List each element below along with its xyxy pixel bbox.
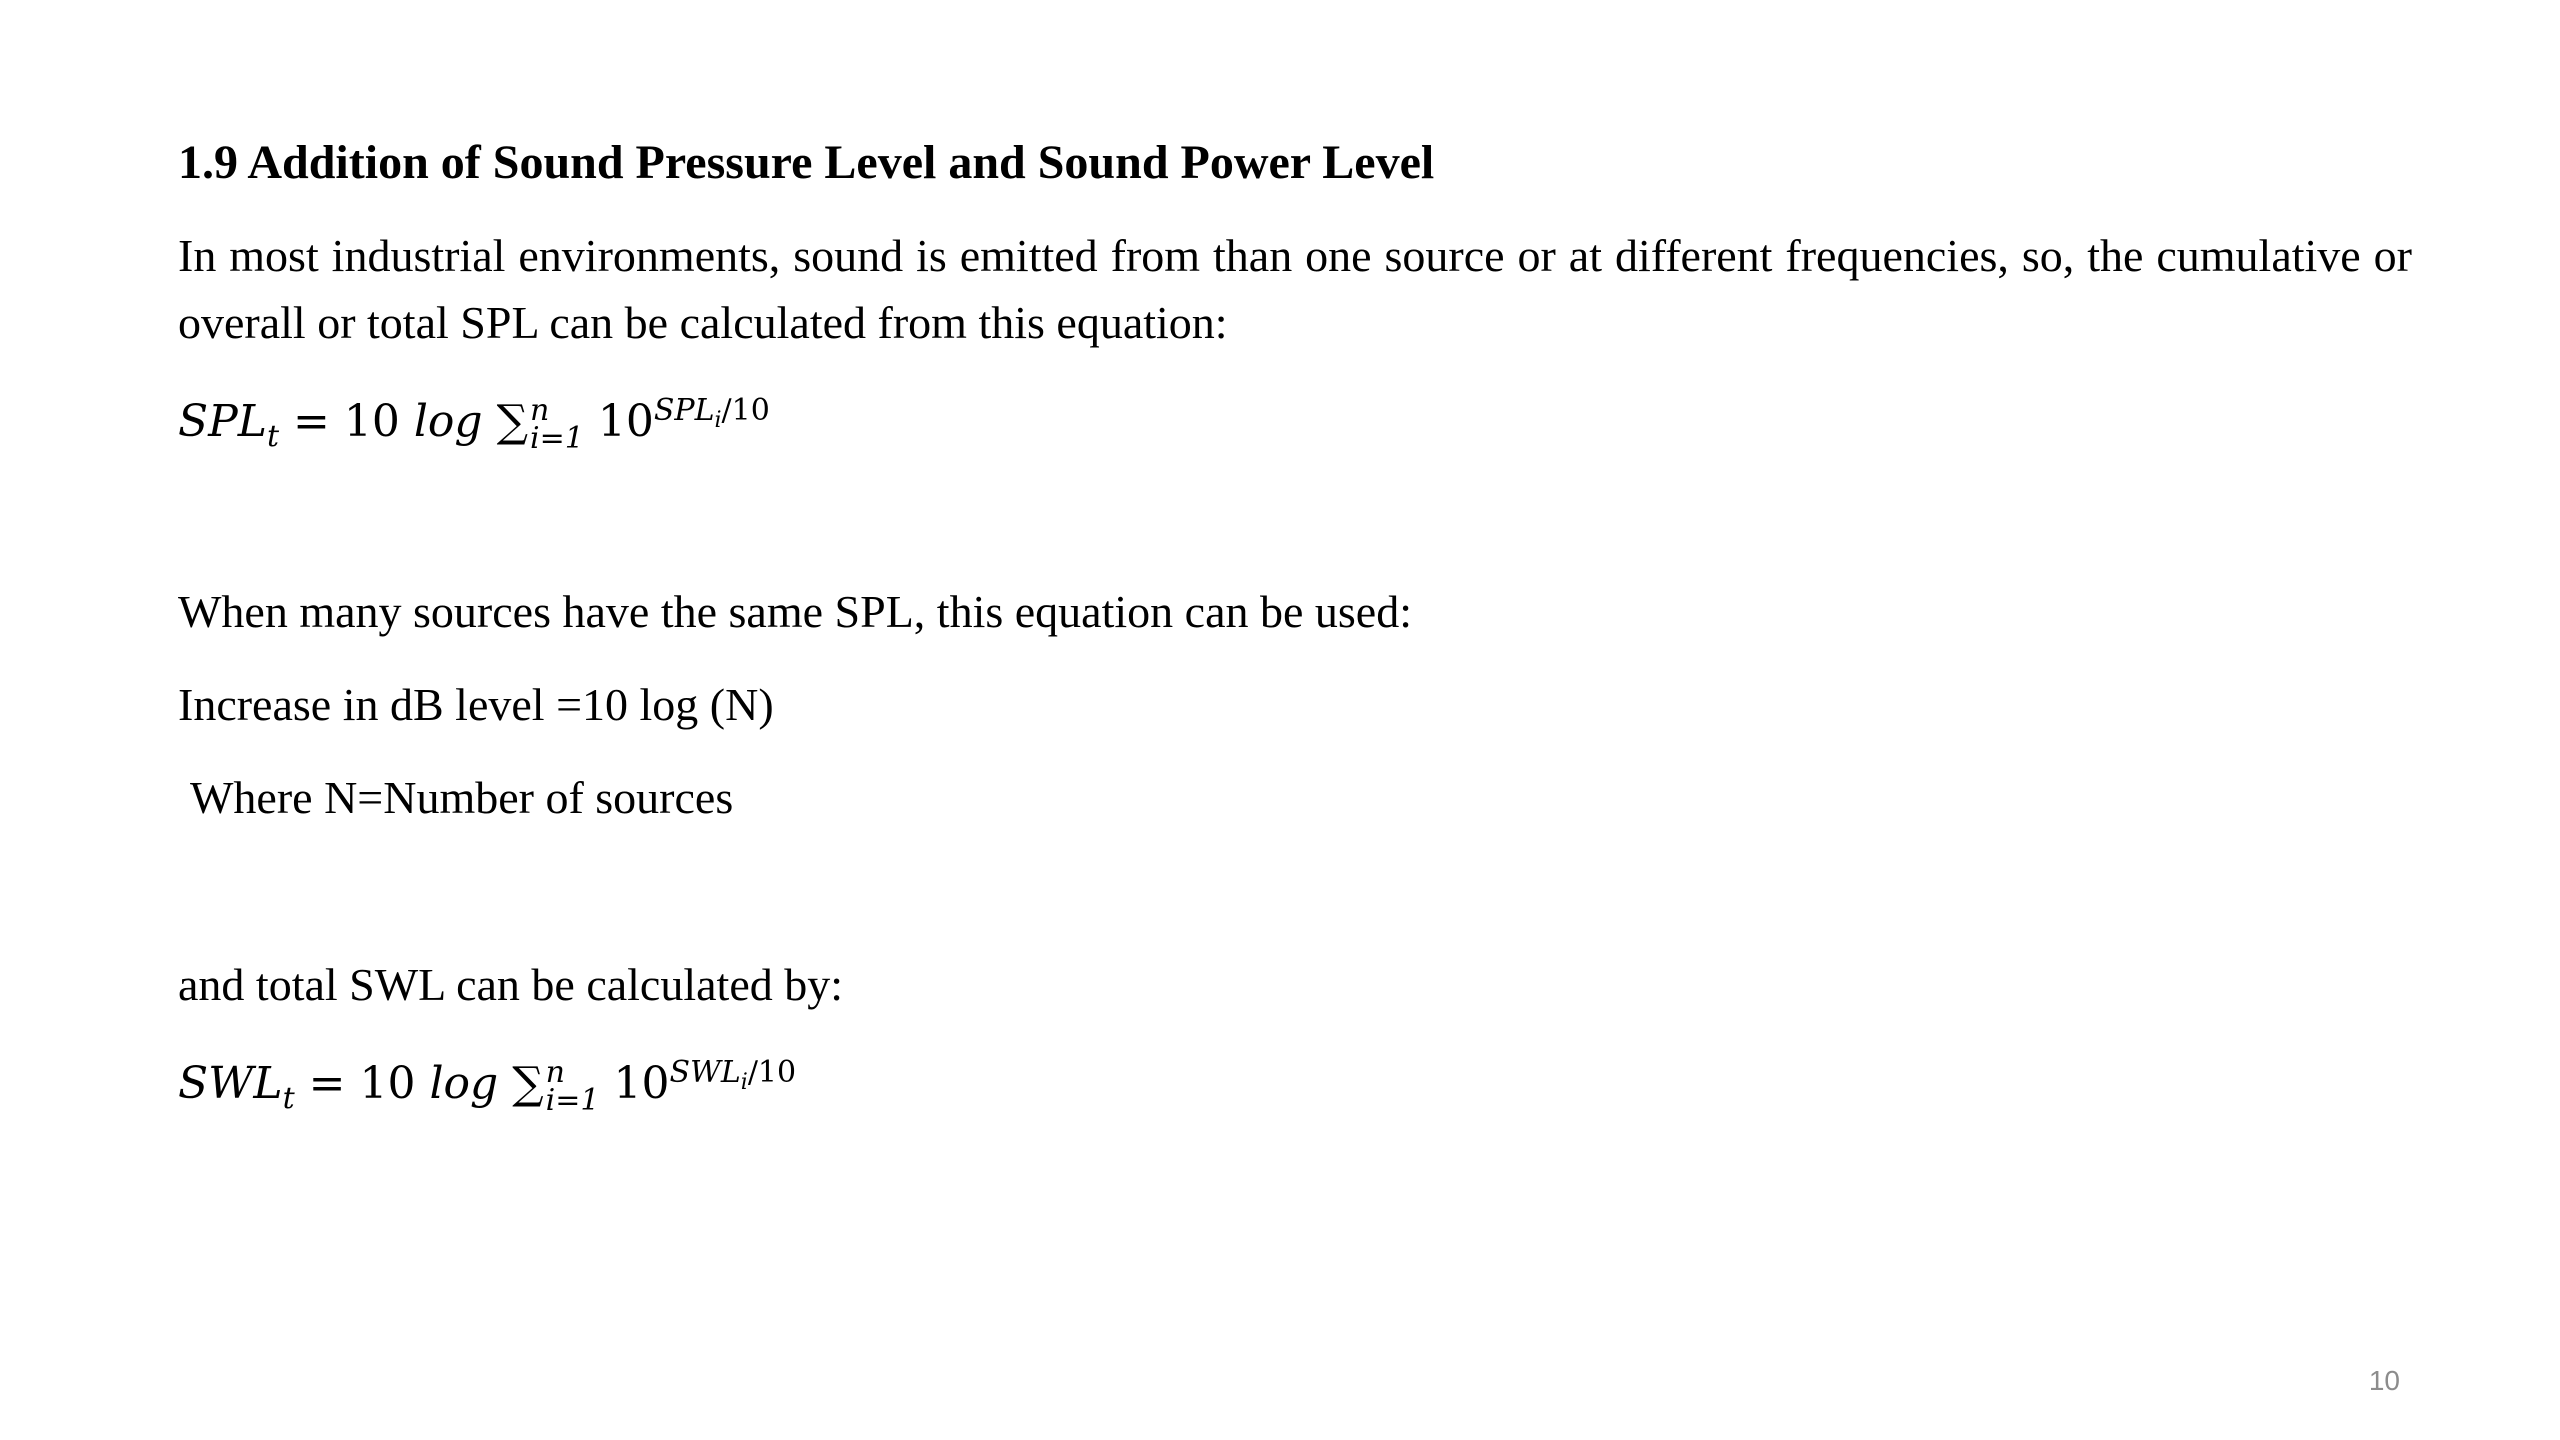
- swl-exp-var: SWL: [669, 1055, 741, 1091]
- swl-base: 10: [599, 1058, 670, 1109]
- swl-sum-upper: n: [545, 1054, 565, 1090]
- same-spl-paragraph: When many sources have the same SPL, this equation can be used:: [178, 586, 1413, 637]
- spl-base: 10: [583, 396, 654, 447]
- spl-equals: = 10: [279, 396, 414, 447]
- spl-sum-lower: i=1: [530, 420, 584, 456]
- spl-log: log: [413, 396, 483, 447]
- swl-exponent: [669, 1055, 797, 1096]
- spl-exp-subscript: i: [714, 408, 722, 434]
- swl-exp-subscript: i: [740, 1070, 748, 1096]
- spl-lhs: SPL: [178, 396, 267, 447]
- swl-total-equation: [178, 1054, 2412, 1118]
- swl-sum-lower: i=1: [545, 1082, 600, 1118]
- spl-sum-upper: n: [530, 392, 550, 428]
- swl-lhs: SWL: [178, 1058, 283, 1109]
- swl-sigma: ∑: [512, 1058, 544, 1109]
- spl-lhs-subscript: t: [266, 418, 280, 454]
- swl-log: log: [429, 1058, 499, 1109]
- swl-lhs-subscript: t: [282, 1080, 295, 1116]
- spl-exp-tail: /10: [721, 393, 770, 429]
- intro-paragraph: In most industrial environments, sound is emitted from than one source or at different frequencies, so, the cumulative or overall or total SPL can be calculated from this equation:: [178, 230, 2412, 348]
- spl-total-equation: [178, 392, 2412, 456]
- section-heading: 1.9 Addition of Sound Pressure Level and Sound Power Level: [178, 136, 1435, 189]
- swl-sum-limits: [545, 1054, 600, 1118]
- total-swl-paragraph: and total SWL can be calculated by:: [178, 959, 844, 1010]
- spl-exp-var: SPL: [653, 393, 715, 429]
- where-definition: Where N=Number of sources: [190, 772, 734, 823]
- increase-formula: Increase in dB level =10 log (N): [178, 679, 774, 730]
- spl-sigma: ∑: [496, 396, 529, 447]
- spl-exponent: [653, 393, 770, 434]
- swl-exp-tail: /10: [747, 1055, 797, 1091]
- swl-equals: = 10: [294, 1058, 430, 1109]
- page-number: 10: [2368, 1365, 2400, 1396]
- spl-sum-limits: [530, 392, 584, 456]
